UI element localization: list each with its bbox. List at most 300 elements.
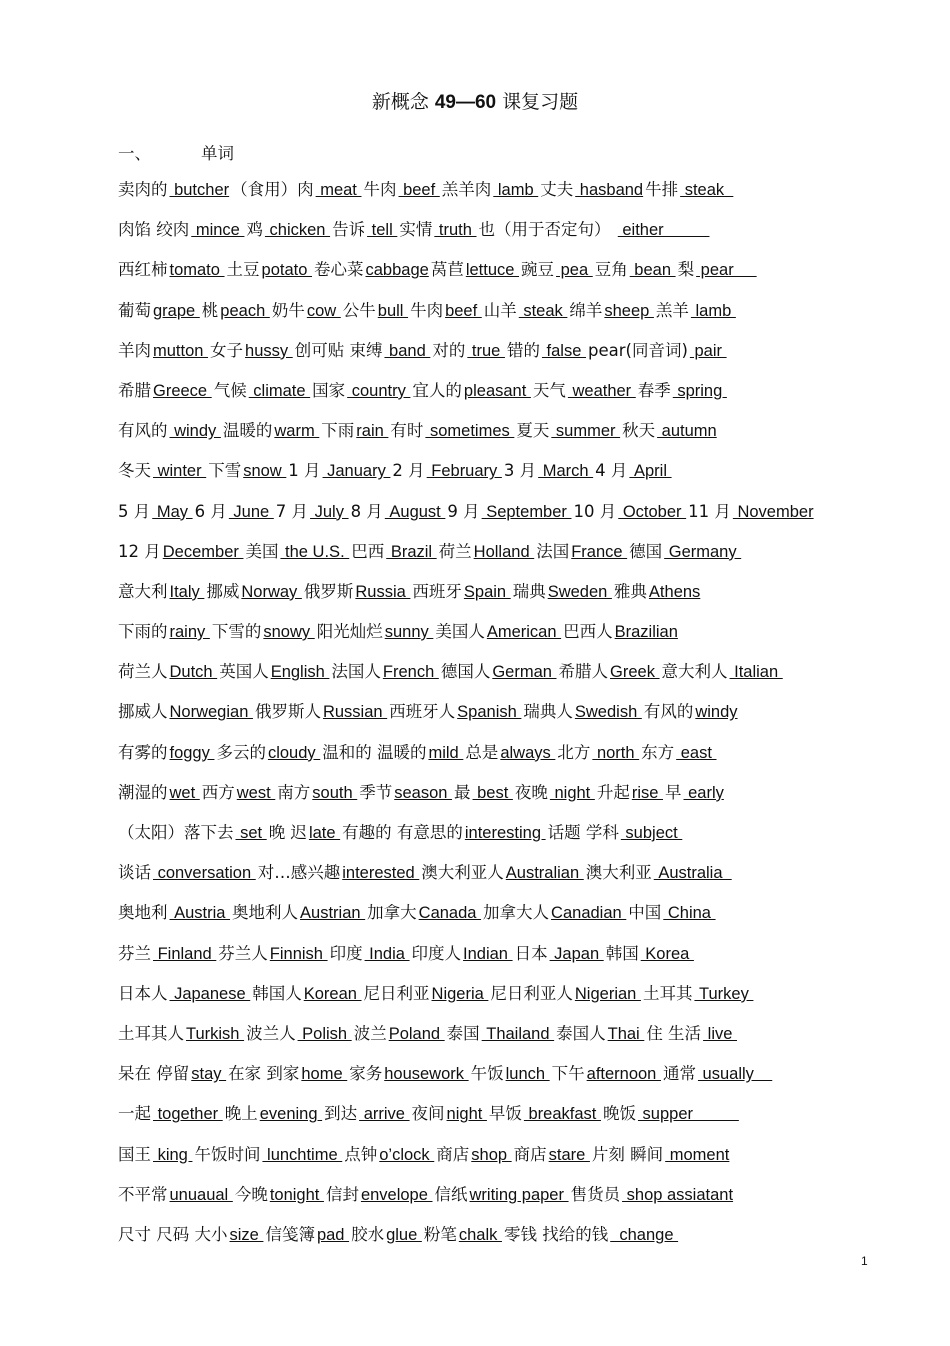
answer-word: night — [549, 783, 595, 802]
vocab-line — [118, 1223, 878, 1263]
prompt-text: 芬兰人 — [218, 943, 268, 963]
prompt-text: 土豆 — [226, 260, 260, 280]
answer-word: lunchtime — [262, 1145, 343, 1164]
answer-word: pleasant — [463, 381, 531, 400]
answer-word: together — [153, 1105, 223, 1124]
answer-word: glue — [386, 1225, 422, 1244]
answer-word: steak — [680, 181, 734, 199]
vocab-line — [118, 700, 878, 740]
vocab-line — [118, 419, 878, 459]
answer-word: tell — [367, 221, 398, 240]
answer-word: Indian — [463, 944, 513, 963]
answer-word: India — [364, 944, 410, 963]
answer-word: rise — [631, 783, 664, 802]
prompt-text: 日本 — [514, 943, 548, 963]
answer-word: season — [394, 783, 453, 802]
answer-word: summer — [551, 422, 621, 441]
prompt-text: 告诉 — [332, 220, 366, 240]
prompt-text: 意大利 — [118, 581, 168, 601]
prompt-text: 泰国 — [446, 1023, 480, 1043]
answer-word: mild — [428, 743, 464, 762]
answer-word: Russia — [355, 582, 411, 601]
answer-word: bull — [377, 301, 409, 320]
prompt-text: 公牛 — [342, 300, 376, 320]
prompt-text: 通常 — [662, 1064, 696, 1084]
prompt-text: 韩国人 — [252, 983, 302, 1003]
vocab-line — [118, 861, 878, 901]
answer-word: stare — [548, 1145, 590, 1164]
prompt-text: 夏天 — [516, 421, 550, 441]
prompt-text: 有时 — [390, 421, 424, 441]
answer-word: Australia — [653, 864, 732, 883]
prompt-text: 法国 — [536, 541, 570, 561]
answer-word: Athens — [648, 582, 701, 601]
prompt-text: 奥地利人 — [232, 903, 299, 923]
prompt-text: 韩国 — [605, 943, 639, 963]
prompt-text: 俄罗斯 — [303, 581, 354, 601]
answer-word: chalk — [458, 1225, 502, 1244]
answer-word: north — [592, 743, 640, 762]
answer-word: climate — [248, 381, 311, 400]
vocab-line — [118, 901, 878, 941]
answer-word: sunny — [384, 623, 434, 642]
prompt-text: 信封 — [325, 1184, 359, 1204]
prompt-text: 3 月 — [503, 461, 537, 481]
answer-word: Greek — [610, 663, 660, 682]
prompt-text: 瑞典 — [512, 581, 546, 601]
answer-word: mince — [191, 221, 245, 240]
page-number: 1 — [861, 1254, 868, 1268]
prompt-text: 下雨 — [321, 421, 355, 441]
answer-word: Japan — [549, 944, 604, 963]
answer-word: lettuce — [465, 261, 520, 280]
prompt-text: 早饭 — [488, 1104, 522, 1124]
answer-word: chicken — [264, 221, 331, 240]
answer-word: interesting — [464, 824, 546, 842]
prompt-text: 也（用于否定句） — [478, 220, 616, 240]
prompt-text: 豌豆 — [521, 260, 555, 280]
prompt-text: 印度 — [329, 943, 363, 963]
prompt-text: 1 月 — [288, 461, 321, 481]
answer-word: evening — [259, 1105, 323, 1124]
prompt-text: 挪威 — [206, 581, 240, 601]
answer-word: China — [663, 904, 716, 923]
prompt-text: 西班牙 — [412, 581, 462, 601]
prompt-text: 瑞典人 — [523, 702, 573, 722]
answer-word: cow — [306, 301, 341, 320]
answer-word: windy — [169, 422, 221, 441]
prompt-text: 俄罗斯人 — [254, 702, 321, 722]
prompt-text: 晚上 — [224, 1104, 258, 1124]
prompt-text: 潮湿的 — [118, 782, 168, 802]
prompt-text: 粉笔 — [423, 1224, 457, 1244]
prompt-text: 8 月 — [350, 501, 383, 521]
answer-word: always — [500, 743, 556, 762]
prompt-text: 德国人 — [440, 662, 491, 682]
answer-word: steak — [518, 301, 568, 320]
vocab-line — [118, 379, 878, 419]
answer-word: weather — [567, 381, 636, 400]
prompt-text: 9 月 — [447, 501, 480, 521]
prompt-text: 家务 — [349, 1064, 383, 1084]
answer-word: subject — [620, 824, 683, 842]
answer-word: autumn — [657, 422, 717, 441]
prompt-text: 法国人 — [331, 662, 381, 682]
vocab-line — [118, 660, 878, 700]
prompt-text: 春季 — [637, 380, 671, 400]
answer-word: breakfast — [523, 1105, 601, 1124]
answer-word: March — [538, 462, 594, 481]
answer-word: usually — [697, 1065, 773, 1084]
answer-word: east — [676, 743, 717, 762]
section-number: 一、 — [118, 144, 151, 163]
prompt-text: 多云的 — [216, 742, 266, 762]
prompt-text: 7 月 — [275, 501, 309, 521]
prompt-text: 荷兰 — [438, 541, 472, 561]
prompt-text: 加拿大人 — [483, 903, 550, 923]
answer-word: German — [492, 663, 557, 682]
answer-word: September — [481, 502, 572, 521]
answer-word: shop assiatant — [622, 1185, 734, 1204]
prompt-text: 下雨的 — [118, 622, 168, 642]
vocabulary-list — [118, 178, 878, 1263]
answer-word: Italian — [729, 663, 783, 682]
answer-word: beef — [398, 181, 440, 199]
prompt-text: 荷兰人 — [118, 662, 168, 682]
answer-word: Poland — [388, 1024, 445, 1043]
answer-word: lamb — [690, 301, 736, 320]
prompt-text: 土耳其人 — [118, 1023, 184, 1043]
answer-word: November — [732, 502, 814, 521]
answer-word: envelope — [360, 1185, 433, 1204]
prompt-text: 西方 — [201, 782, 235, 802]
answer-word: live — [703, 1024, 737, 1043]
prompt-text: 雅典 — [613, 581, 647, 601]
answer-word: snow — [243, 462, 287, 481]
prompt-text: 梨 — [677, 260, 695, 280]
prompt-text: 点钟 — [344, 1144, 378, 1164]
answer-word: Swedish — [574, 703, 642, 722]
title-prefix: 新概念 — [371, 91, 435, 113]
prompt-text: 美国 — [245, 541, 279, 561]
answer-word: snowy — [263, 623, 315, 642]
answer-word: best — [472, 783, 513, 802]
vocab-line — [118, 1102, 878, 1142]
prompt-text: 冬天 — [118, 461, 151, 481]
prompt-text: 卖肉的 — [118, 180, 168, 199]
prompt-text: 羔羊 — [655, 300, 689, 320]
answer-word: west — [236, 783, 276, 802]
answer-word: May — [152, 502, 193, 521]
answer-word: Holland — [473, 542, 535, 561]
answer-word: bean — [629, 261, 676, 280]
answer-word: Australian — [505, 864, 584, 883]
answer-word: French — [382, 663, 439, 682]
answer-word: Germany — [664, 542, 742, 561]
answer-word: supper — [637, 1105, 739, 1124]
answer-word: English — [270, 663, 330, 682]
answer-word: Thailand — [481, 1024, 555, 1043]
prompt-text: 意大利人 — [661, 662, 728, 682]
prompt-text: 国王 — [118, 1144, 151, 1164]
prompt-text: 巴西 — [351, 541, 385, 561]
prompt-text: 到达 — [324, 1104, 358, 1124]
answer-word: tonight — [269, 1185, 324, 1204]
prompt-text: 挪威人 — [118, 702, 168, 722]
prompt-text: 住 生活 — [646, 1023, 702, 1043]
answer-word: Turkish — [186, 1024, 245, 1043]
answer-word: pair — [689, 341, 727, 360]
prompt-text: 天气 — [532, 380, 566, 400]
answer-word: windy — [695, 703, 738, 722]
answer-word: change — [610, 1225, 679, 1244]
prompt-text: 4 月 — [595, 461, 628, 481]
vocab-line — [118, 781, 878, 821]
answer-word: Canada — [418, 904, 482, 923]
answer-word: October — [618, 502, 687, 521]
answer-word: night — [446, 1105, 487, 1124]
title-suffix: 课复习题 — [496, 91, 579, 113]
answer-word: Korea — [640, 944, 694, 963]
prompt-text: 丈夫 — [540, 180, 574, 199]
prompt-text: 10 月 — [573, 501, 617, 521]
prompt-text: 温和的 温暖的 — [322, 742, 427, 762]
answer-word: home — [301, 1065, 348, 1084]
answer-word: writing paper — [469, 1185, 569, 1204]
prompt-text: 澳大利亚人 — [421, 863, 504, 883]
answer-word: rainy — [169, 623, 210, 642]
answer-word: the U.S. — [280, 542, 350, 561]
prompt-text: 季节 — [359, 782, 393, 802]
answer-word: true — [467, 341, 505, 360]
vocab-line — [118, 942, 878, 982]
prompt-text: 宜人的 — [412, 380, 462, 400]
prompt-text: 羔羊肉 — [441, 180, 492, 199]
vocab-line — [118, 580, 878, 620]
answer-word: band — [384, 341, 431, 360]
prompt-text: 片刻 瞬间 — [591, 1144, 664, 1164]
vocab-line — [118, 500, 878, 540]
prompt-text: 奥地利 — [118, 903, 168, 923]
vocab-line — [118, 982, 878, 1022]
prompt-text: 巴西人 — [563, 622, 613, 642]
prompt-text: 下雪的 — [211, 622, 262, 642]
prompt-text: （食用）肉 — [231, 180, 314, 199]
prompt-text: 山羊 — [483, 300, 517, 320]
prompt-text: 胶水 — [351, 1224, 385, 1244]
answer-word: Norwegian — [169, 703, 253, 722]
answer-word: February — [426, 462, 502, 481]
prompt-text: 11 月 — [688, 501, 731, 521]
prompt-text: 牛肉 — [363, 180, 397, 199]
answer-word: moment — [665, 1145, 730, 1164]
prompt-text: 波兰 — [353, 1023, 387, 1043]
answer-word: Norway — [241, 582, 302, 601]
answer-word: early — [683, 783, 724, 802]
answer-word: king — [153, 1145, 193, 1164]
prompt-text: 总是 — [465, 742, 499, 762]
prompt-text: 商店 — [436, 1144, 470, 1164]
prompt-text: 温暖的 — [222, 421, 273, 441]
vocab-line — [118, 258, 878, 298]
answer-word: Dutch — [169, 663, 218, 682]
prompt-text: 不平常 — [118, 1184, 168, 1204]
prompt-text: 牛排 — [645, 180, 679, 199]
prompt-text: 澳大利亚 — [585, 863, 652, 883]
prompt-text: 莴苣 — [430, 260, 464, 280]
prompt-text: 希腊人 — [558, 662, 609, 682]
prompt-text: 桃 — [201, 300, 219, 320]
answer-word: lamb — [493, 181, 539, 199]
prompt-text: 西班牙人 — [389, 702, 456, 722]
prompt-text: 芬兰 — [118, 943, 151, 963]
answer-word: Finnish — [269, 944, 328, 963]
answer-word: false — [541, 341, 586, 360]
prompt-text: 英国人 — [219, 662, 269, 682]
prompt-text: 北方 — [557, 742, 591, 762]
prompt-text: 尼日利亚 — [363, 983, 430, 1003]
prompt-text: 信纸 — [434, 1184, 468, 1204]
prompt-text: 德国 — [629, 541, 663, 561]
answer-word: tomato — [169, 261, 225, 280]
prompt-text: 牛肉 — [410, 300, 444, 320]
prompt-text: 豆角 — [594, 260, 628, 280]
prompt-text: 对的 — [432, 340, 466, 360]
answer-word: pea — [556, 261, 593, 280]
prompt-text: 今晚 — [234, 1184, 268, 1204]
prompt-text: 加拿大 — [367, 903, 417, 923]
answer-word: Greece — [153, 381, 212, 400]
prompt-text: 晚 迟 — [268, 823, 307, 842]
prompt-text: 肉馅 绞肉 — [118, 220, 190, 240]
prompt-text: 秋天 — [622, 421, 656, 441]
vocab-line — [118, 459, 878, 499]
vocab-line — [118, 821, 878, 861]
answer-word: interested — [342, 864, 420, 883]
prompt-text: 错的 — [506, 340, 540, 360]
answer-word: France — [571, 542, 628, 561]
answer-word: Sweden — [547, 582, 612, 601]
answer-word: housework — [384, 1065, 469, 1084]
vocab-line — [118, 178, 878, 218]
prompt-text: 信笺簿 — [265, 1224, 315, 1244]
answer-word: Turkey — [694, 984, 754, 1003]
answer-word: Polish — [297, 1024, 352, 1043]
prompt-text: 夜间 — [411, 1104, 445, 1124]
prompt-text: 印度人 — [411, 943, 462, 963]
prompt-text: 在家 到家 — [228, 1064, 300, 1084]
prompt-text: 有雾的 — [118, 742, 168, 762]
vocab-line — [118, 620, 878, 660]
prompt-text: 日本人 — [118, 983, 168, 1003]
prompt-text: 尼日利亚人 — [490, 983, 573, 1003]
section-heading — [118, 140, 234, 164]
answer-word: Brazil — [386, 542, 437, 561]
prompt-text: 气候 — [213, 380, 247, 400]
answer-word: late — [308, 824, 341, 842]
prompt-text: 创可贴 束缚 — [294, 340, 383, 360]
answer-word: unuaual — [169, 1185, 233, 1204]
prompt-text: 希腊 — [118, 380, 151, 400]
vocab-line — [118, 218, 878, 258]
answer-word: butcher — [169, 181, 230, 199]
answer-word: country — [347, 381, 411, 400]
answer-word: winter — [153, 462, 207, 481]
prompt-text: 12 月 — [118, 541, 161, 561]
vocab-line — [118, 1062, 878, 1102]
vocab-line — [118, 741, 878, 781]
prompt-text: 国家 — [312, 380, 346, 400]
answer-word: stay — [191, 1065, 227, 1084]
prompt-text: 谈话 — [118, 863, 151, 883]
prompt-text: 晚饭 — [602, 1104, 636, 1124]
prompt-text: 商店 — [513, 1144, 547, 1164]
answer-word: Austria — [169, 904, 231, 923]
vocab-line — [118, 299, 878, 339]
answer-word: truth — [434, 221, 477, 240]
answer-word: Japanese — [169, 984, 251, 1003]
section-label: 单词 — [201, 144, 234, 163]
prompt-text: 呆在 停留 — [118, 1064, 190, 1084]
answer-word: potato — [261, 261, 312, 280]
answer-word: afternoon — [586, 1065, 661, 1084]
prompt-text: pear(同音词) — [587, 340, 688, 360]
answer-word: meat — [315, 181, 362, 199]
prompt-text: 对…感兴趣 — [257, 863, 341, 883]
answer-word: wet — [169, 783, 200, 802]
prompt-text: 美国人 — [435, 622, 485, 642]
answer-word: hussy — [245, 341, 293, 360]
answer-word: shop — [471, 1145, 512, 1164]
prompt-text: 6 月 — [194, 501, 227, 521]
prompt-text: 泰国人 — [556, 1023, 606, 1043]
prompt-text: 实情 — [399, 220, 433, 240]
prompt-text: 下雪 — [208, 461, 242, 481]
vocab-line — [118, 1183, 878, 1223]
prompt-text: 鸡 — [246, 220, 263, 240]
prompt-text: 葡萄 — [118, 300, 151, 320]
prompt-text: 零钱 找给的钱 — [503, 1224, 609, 1244]
answer-word: Finland — [153, 944, 217, 963]
answer-word: July — [310, 502, 349, 521]
answer-word: Brazilian — [614, 623, 678, 642]
answer-word: April — [629, 462, 672, 481]
prompt-text: 南方 — [277, 782, 311, 802]
answer-word: south — [312, 783, 358, 802]
vocab-line — [118, 1143, 878, 1183]
prompt-text: 波兰人 — [246, 1023, 296, 1043]
prompt-text: 一起 — [118, 1104, 151, 1124]
prompt-text: 东方 — [641, 742, 675, 762]
prompt-text: 话题 学科 — [547, 823, 619, 842]
prompt-text: 奶牛 — [271, 300, 305, 320]
answer-word: size — [229, 1225, 264, 1244]
prompt-text: 售货员 — [570, 1184, 621, 1204]
answer-word: December — [162, 542, 244, 561]
answer-word: August — [384, 502, 446, 521]
prompt-text: 女子 — [210, 340, 244, 360]
vocab-line — [118, 1022, 878, 1062]
prompt-text: 5 月 — [118, 501, 151, 521]
prompt-text: 有风的 — [118, 421, 168, 441]
prompt-text: 升起 — [596, 782, 630, 802]
prompt-text: 午饭时间 — [194, 1144, 261, 1164]
answer-word: American — [486, 623, 562, 642]
answer-word: sheep — [604, 301, 654, 320]
prompt-text: （太阳）落下去 — [118, 823, 234, 842]
answer-word: cabbage — [365, 261, 429, 280]
vocab-line — [118, 339, 878, 379]
